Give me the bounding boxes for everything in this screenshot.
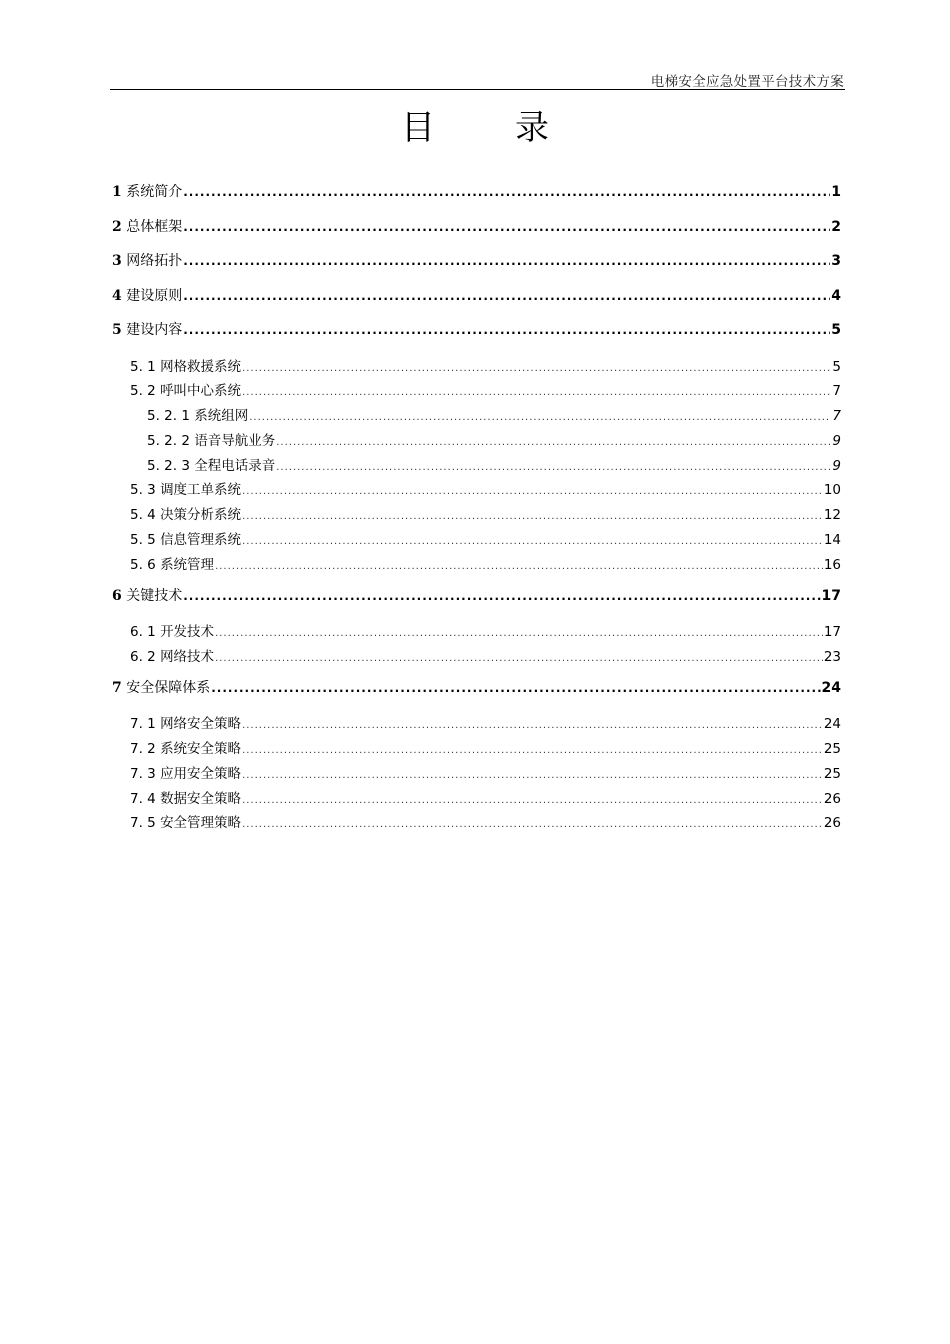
toc-entry-page-number: 14 [823, 532, 841, 549]
toc-entry-title: 网络安全策略 [160, 716, 242, 733]
toc-entry-label [147, 404, 248, 429]
toc-entry-number: 7. 3 [130, 765, 156, 782]
dot-leader [242, 480, 823, 505]
toc-entry[interactable] [112, 503, 841, 528]
toc-entry-title: 安全保障体系 [126, 679, 211, 696]
toc-entry-label [112, 282, 182, 310]
toc-entry-title: 系统简介 [126, 184, 183, 200]
toc-entry-label [130, 737, 241, 762]
toc-entry[interactable] [112, 478, 841, 503]
dot-leader [215, 647, 823, 672]
toc-entry[interactable] [112, 429, 841, 454]
toc-entry-number: 5. 3 [130, 482, 156, 499]
dot-leader [183, 282, 830, 310]
toc-entry-label [130, 478, 241, 503]
dot-leader [242, 505, 823, 530]
toc-entry-number: 7. 5 [130, 815, 156, 832]
toc-entry-page-number: 9 [832, 432, 841, 449]
toc-entry-number: 6. 1 [130, 624, 156, 641]
toc-entry-number: 5. 2. 3 [147, 457, 190, 474]
toc-entry-page-number: 25 [823, 765, 841, 782]
dot-leader [242, 381, 831, 406]
toc-entry-number: 7. 1 [130, 716, 156, 733]
toc-entry[interactable] [112, 379, 841, 404]
toc-entry-label [130, 503, 241, 528]
toc-entry-label [112, 582, 182, 610]
toc-entry-page-number: 7 [832, 383, 841, 400]
toc-entry[interactable] [112, 712, 841, 737]
toc-entry-page-number: 23 [823, 648, 841, 665]
toc-entry[interactable] [112, 404, 841, 429]
toc-entry-label [112, 213, 182, 241]
toc-entry-label [130, 712, 241, 737]
toc-entry-page-number: 5 [832, 358, 841, 375]
toc-entry-page-number: 5 [831, 322, 841, 338]
toc-entry-number: 5. 2 [130, 383, 156, 400]
dot-leader [242, 789, 823, 814]
toc-entry[interactable] [112, 528, 841, 553]
toc-entry-label [112, 247, 182, 275]
toc-entry-page-number: 17 [823, 624, 841, 641]
toc-entry-label [112, 178, 182, 206]
toc-entry-number: 5. 2. 1 [147, 408, 190, 425]
toc-entry-page-number: 16 [823, 556, 841, 573]
dot-leader [276, 456, 831, 481]
toc-entry-page-number: 7 [832, 408, 841, 425]
dot-leader [211, 674, 820, 702]
dot-leader [242, 357, 831, 382]
toc-entry[interactable] [112, 787, 841, 812]
toc-entry-title: 关键技术 [126, 587, 183, 604]
toc-entry[interactable] [112, 620, 841, 645]
toc-entry-number: 7. 2 [130, 741, 156, 758]
dot-leader [242, 813, 823, 838]
toc-entry-page-number: 17 [821, 587, 841, 604]
toc-entry-title: 建设内容 [126, 322, 183, 338]
toc-entry-number: 5. 2. 2 [147, 432, 190, 449]
toc-entry[interactable] [112, 645, 841, 670]
dot-leader [215, 555, 823, 580]
toc-entry[interactable] [112, 247, 841, 282]
dot-leader [183, 247, 830, 275]
toc-entry[interactable] [112, 762, 841, 787]
toc-entry-title: 安全管理策略 [160, 815, 242, 832]
dot-leader [183, 316, 830, 344]
toc-entry-label [130, 762, 241, 787]
toc-entry-number: 5 [112, 322, 122, 338]
toc-entry-number: 7. 4 [130, 790, 156, 807]
header-rule [110, 89, 845, 90]
toc-entry-label [112, 674, 210, 702]
toc-entry-page-number: 1 [831, 184, 841, 200]
toc-entry-title: 网格救援系统 [160, 358, 242, 375]
dot-leader [242, 764, 823, 789]
toc-entry-title: 应用安全策略 [160, 765, 242, 782]
toc-entry-title: 系统组网 [194, 408, 249, 425]
toc-entry-title: 数据安全策略 [160, 790, 242, 807]
toc-entry-label [130, 355, 241, 380]
toc-title: 目录 [401, 108, 629, 148]
toc-entry[interactable] [112, 454, 841, 479]
toc-entry-title: 调度工单系统 [160, 482, 242, 499]
toc-entry-number: 1 [112, 184, 122, 200]
toc-entry-label [130, 645, 214, 670]
toc-entry[interactable] [112, 178, 841, 213]
toc-entry[interactable] [112, 674, 841, 709]
dot-leader [183, 178, 830, 206]
toc-entry-number: 7 [112, 679, 122, 696]
dot-leader [183, 213, 830, 241]
toc-entry-number: 2 [112, 218, 122, 235]
dot-leader [276, 431, 831, 456]
table-of-contents [112, 178, 841, 836]
toc-entry-number: 6 [112, 587, 122, 604]
toc-entry-label [130, 528, 241, 553]
dot-leader [242, 530, 823, 555]
toc-entry-number: 5. 4 [130, 507, 156, 524]
toc-entry-page-number: 4 [831, 287, 841, 304]
toc-entry[interactable] [112, 355, 841, 380]
toc-entry-title: 总体框架 [126, 218, 183, 235]
toc-entry-title: 呼叫中心系统 [160, 383, 242, 400]
dot-leader [215, 622, 823, 647]
toc-entry-page-number: 9 [832, 457, 841, 474]
toc-entry-title: 决策分析系统 [160, 507, 242, 524]
toc-entry-page-number: 3 [831, 253, 841, 269]
toc-entry[interactable] [112, 553, 841, 578]
toc-entry-title: 系统安全策略 [160, 741, 242, 758]
toc-entry-page-number: 2 [831, 218, 841, 235]
toc-entry-title: 全程电话录音 [194, 457, 276, 474]
toc-entry[interactable] [112, 737, 841, 762]
toc-entry-page-number: 26 [823, 815, 841, 832]
toc-entry-page-number: 10 [823, 482, 841, 499]
toc-entry-page-number: 25 [823, 741, 841, 758]
toc-entry-number: 5. 1 [130, 358, 156, 375]
toc-entry-label [147, 429, 275, 454]
toc-entry-number: 5. 5 [130, 532, 156, 549]
toc-entry-number: 3 [112, 253, 122, 269]
dot-leader [249, 406, 831, 431]
toc-entry-label [130, 811, 241, 836]
toc-entry-number: 6. 2 [130, 648, 156, 665]
toc-entry[interactable] [112, 582, 841, 617]
toc-entry-title: 建设原则 [126, 287, 183, 304]
toc-entry-title: 语音导航业务 [194, 432, 276, 449]
toc-entry-label [147, 454, 275, 479]
dot-leader [242, 739, 823, 764]
running-header: 电梯安全应急处置平台技术方案 [650, 74, 844, 90]
toc-entry-page-number: 26 [823, 790, 841, 807]
toc-entry-number: 5. 6 [130, 556, 156, 573]
toc-entry-title: 系统管理 [160, 556, 215, 573]
toc-entry-title: 网络技术 [160, 648, 215, 665]
toc-entry[interactable] [112, 811, 841, 836]
toc-entry-title: 信息管理系统 [160, 532, 242, 549]
toc-entry-label [130, 787, 241, 812]
toc-entry-label [130, 553, 214, 578]
toc-entry-label [130, 379, 241, 404]
toc-entry-number: 4 [112, 287, 122, 304]
toc-entry-page-number: 12 [823, 507, 841, 524]
toc-entry-title: 开发技术 [160, 624, 215, 641]
toc-entry[interactable] [112, 213, 841, 248]
toc-entry-page-number: 24 [823, 716, 841, 733]
dot-leader [183, 582, 820, 610]
toc-entry-title: 网络拓扑 [126, 253, 183, 269]
toc-entry-page-number: 24 [821, 679, 841, 696]
toc-entry-label [130, 620, 214, 645]
toc-entry[interactable] [112, 316, 841, 351]
dot-leader [242, 714, 823, 739]
toc-entry[interactable] [112, 282, 841, 317]
toc-entry-label [112, 316, 182, 344]
